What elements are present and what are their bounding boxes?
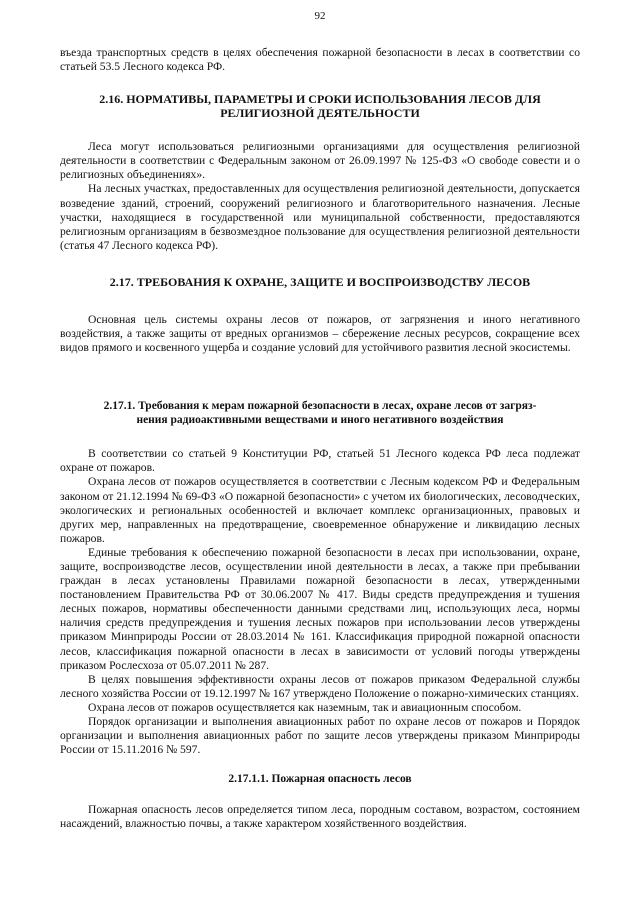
section-2-16-heading xyxy=(60,92,580,120)
page-number: 92 xyxy=(314,10,326,22)
section-2-17-1-heading-line2: нения радиоактивными веществами и иного негативного воздействия xyxy=(136,414,504,427)
section-2-16-paragraph-1: Леса могут использоваться религиозными организациями для осуществления религиозной деятельности в соответствии с Федеральным законом от 26.09.1997 № 125-ФЗ «О свободе совести и о религиозных объединениях». xyxy=(60,140,580,182)
section-2-17-1-1-paragraph-1: Пожарная опасность лесов определяется типом леса, породным составом, возрастом, состоянием насаждений, влажностью почвы, а также характером хозяйственного воздействия. xyxy=(60,803,580,831)
intro-paragraph: въезда транспортных средств в целях обеспечения пожарной безопасности в лесах в соответствии со статьей 53.5 Лесного кодекса РФ. xyxy=(60,46,580,74)
section-2-16-paragraph-2: На лесных участках, предоставленных для осуществления религиозной деятельности, допускается возведение зданий, строений, сооружений религиозного и благотворительного назначения. Лесные участки, находящиеся в государственной или муниципальной собственности, предоставляются религиозным организациям в безвозмездное пользование для осуществления религиозной деятельности (статья 47 Лесного кодекса РФ). xyxy=(60,182,580,252)
section-2-17-1-heading-line1: 2.17.1. Требования к мерам пожарной безопасности в лесах, охране лесов от загряз- xyxy=(103,400,537,413)
section-2-17-1-paragraph-5: Охрана лесов от пожаров осуществляется как наземным, так и авиационным способом. xyxy=(88,700,522,714)
section-2-17-1-1-heading: 2.17.1.1. Пожарная опасность лесов xyxy=(228,773,412,786)
section-2-17-1-paragraph-6: Порядок организации и выполнения авиационных работ по охране лесов от пожаров и Порядок организации и выполнения авиационных работ по защите лесов утверждены приказом Минприроды России от 15.11.2016 № 597. xyxy=(60,715,580,757)
section-2-16-heading-line2: РЕЛИГИОЗНОЙ ДЕЯТЕЛЬНОСТИ xyxy=(220,106,420,121)
section-2-17-paragraph-1: Основная цель системы охраны лесов от пожаров, от загрязнения и иного негативного воздействия, а также защиты от вредных организмов – сбережение лесных ресурсов, сокращение всех видов прямого и косвенного ущерба и создание условий для устойчивого развития лесной экосистемы. xyxy=(60,312,580,355)
section-2-17-1-paragraph-4: В целях повышения эффективности охраны лесов от пожаров приказом Федеральной службы лесного хозяйства России от 19.12.1997 № 167 утверждено Положение о пожарно-химических станциях. xyxy=(60,672,580,700)
section-2-17-1-paragraph-1: В соответствии со статьей 9 Конституции РФ, статьей 51 Лесного кодекса РФ леса подлежат охране от пожаров. xyxy=(60,447,580,475)
section-2-17-1-paragraph-2: Охрана лесов от пожаров осуществляется в соответствии с Лесным кодексом РФ и Федеральным законом от 21.12.1994 № 69-ФЗ «О пожарной безопасности» с учетом их биологических, лесоводческих, экологических и региональных особенностей и включает комплекс организационных, правовых и других мер, направленных на предотвращение, своевременное обнаружение и ликвидацию лесных пожаров. xyxy=(60,475,580,545)
section-2-16-heading-line1: 2.16. НОРМАТИВЫ, ПАРАМЕТРЫ И СРОКИ ИСПОЛЬЗОВАНИЯ ЛЕСОВ ДЛЯ xyxy=(99,92,541,107)
document-page xyxy=(60,10,580,831)
section-2-17-1-paragraph-3: Единые требования к обеспечению пожарной безопасности в лесах при использовании, охране, защите, воспроизводстве лесов, осуществлении иной деятельности в лесах, а также при пребывании граждан в лесах установлены Правилами пожарной безопасности в лесах, утвержденными постановлением Правительства РФ от 30.06.2007 № 417. Виды средств предупреждения и тушения лесных пожаров, нормативы обеспеченности данными средствами лиц, использующих леса, нормы наличия средств предупреждения и тушения лесных пожаров при использовании лесов утверждены приказом Минприроды России от 28.03.2014 № 161. Классификация природной пожарной опасности лесов, классификация пожарной опасности в лесах в зависимости от условий погоды утверждены приказом Рослесхоза от 05.07.2011 № 287. xyxy=(60,545,580,672)
section-2-17-heading: 2.17. ТРЕБОВАНИЯ К ОХРАНЕ, ЗАЩИТЕ И ВОСПРОИЗВОДСТВУ ЛЕСОВ xyxy=(109,274,531,289)
section-2-17-1-heading xyxy=(60,399,580,427)
